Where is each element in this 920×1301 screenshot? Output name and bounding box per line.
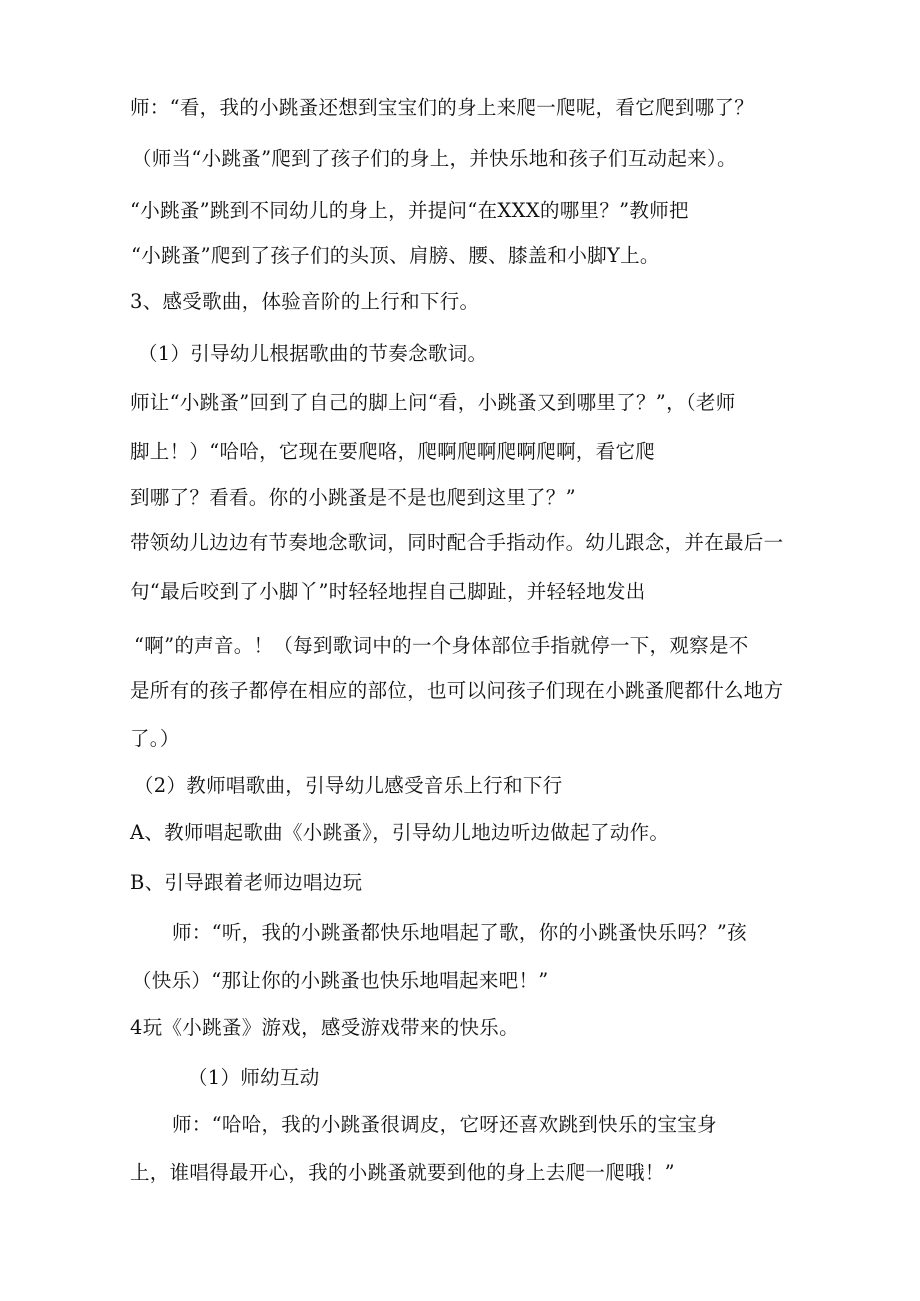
text-line: 师：“哈哈，我的小跳蚤很调皮，它呀还喜欢跳到快乐的宝宝身	[172, 1113, 717, 1136]
text-line: （2）教师唱歌曲，引导幼儿感受音乐上行和下行	[134, 774, 563, 797]
text-line: （1）师幼互动	[188, 1066, 320, 1089]
text-line: 师让“小跳蚤”回到了自己的脚上问“看，小跳蚤又到哪里了？”，（老师	[130, 391, 736, 414]
text-line: 句“最后咬到了小脚丫”时轻轻地捏自己脚趾，并轻轻地发出	[130, 580, 646, 603]
text-line: “小跳蚤”爬到了孩子们的头顶、肩膀、腰、膝盖和小脚Y上。	[131, 244, 660, 267]
text-line: （快乐）“那让你的小跳蚤也快乐地唱起来吧！”	[132, 969, 549, 992]
text-line: “小跳蚤”跳到不同幼儿的身上，并提问“在XXX的哪里？”教师把	[130, 199, 689, 222]
text-line: “啊”的声音。！（每到歌词中的一个身体部位手指就停一下，观察是不	[134, 634, 749, 657]
text-line: B、引导跟着老师边唱边玩	[130, 871, 363, 894]
text-line: 到哪了？看看。你的小跳蚤是不是也爬到这里了？”	[130, 486, 576, 509]
text-line: 带领幼儿边边有节奏地念歌词，同时配合手指动作。幼儿跟念，并在最后一	[130, 531, 784, 554]
text-line: （1）引导幼儿根据歌曲的节奏念歌词。	[138, 342, 488, 365]
text-line: 了。）	[130, 727, 180, 750]
text-line: 师：“看，我的小跳蚤还想到宝宝们的身上来爬一爬呢，看它爬到哪了？	[130, 96, 755, 119]
text-line: 师：“听，我的小跳蚤都快乐地唱起了歌，你的小跳蚤快乐吗？”孩	[172, 921, 747, 944]
text-line: 脚上！）“哈哈，它现在要爬咯，爬啊爬啊爬啊爬啊，看它爬	[130, 440, 656, 463]
text-line: 上，谁唱得最开心，我的小跳蚤就要到他的身上去爬一爬哦！”	[130, 1161, 675, 1184]
text-line: 3、感受歌曲，体验音阶的上行和下行。	[130, 290, 480, 313]
text-line: A、教师唱起歌曲《小跳蚤》，引导幼儿地边听边做起了动作。	[130, 821, 670, 844]
text-line: 4玩《小跳蚤》游戏，感受游戏带来的快乐。	[130, 1016, 519, 1039]
text-line: （师当“小跳蚤”爬到了孩子们的身上，并快乐地和孩子们互动起来）。	[132, 147, 737, 170]
text-line: 是所有的孩子都停在相应的部位，也可以问孩子们现在小跳蚤爬都什么地方	[130, 679, 784, 702]
